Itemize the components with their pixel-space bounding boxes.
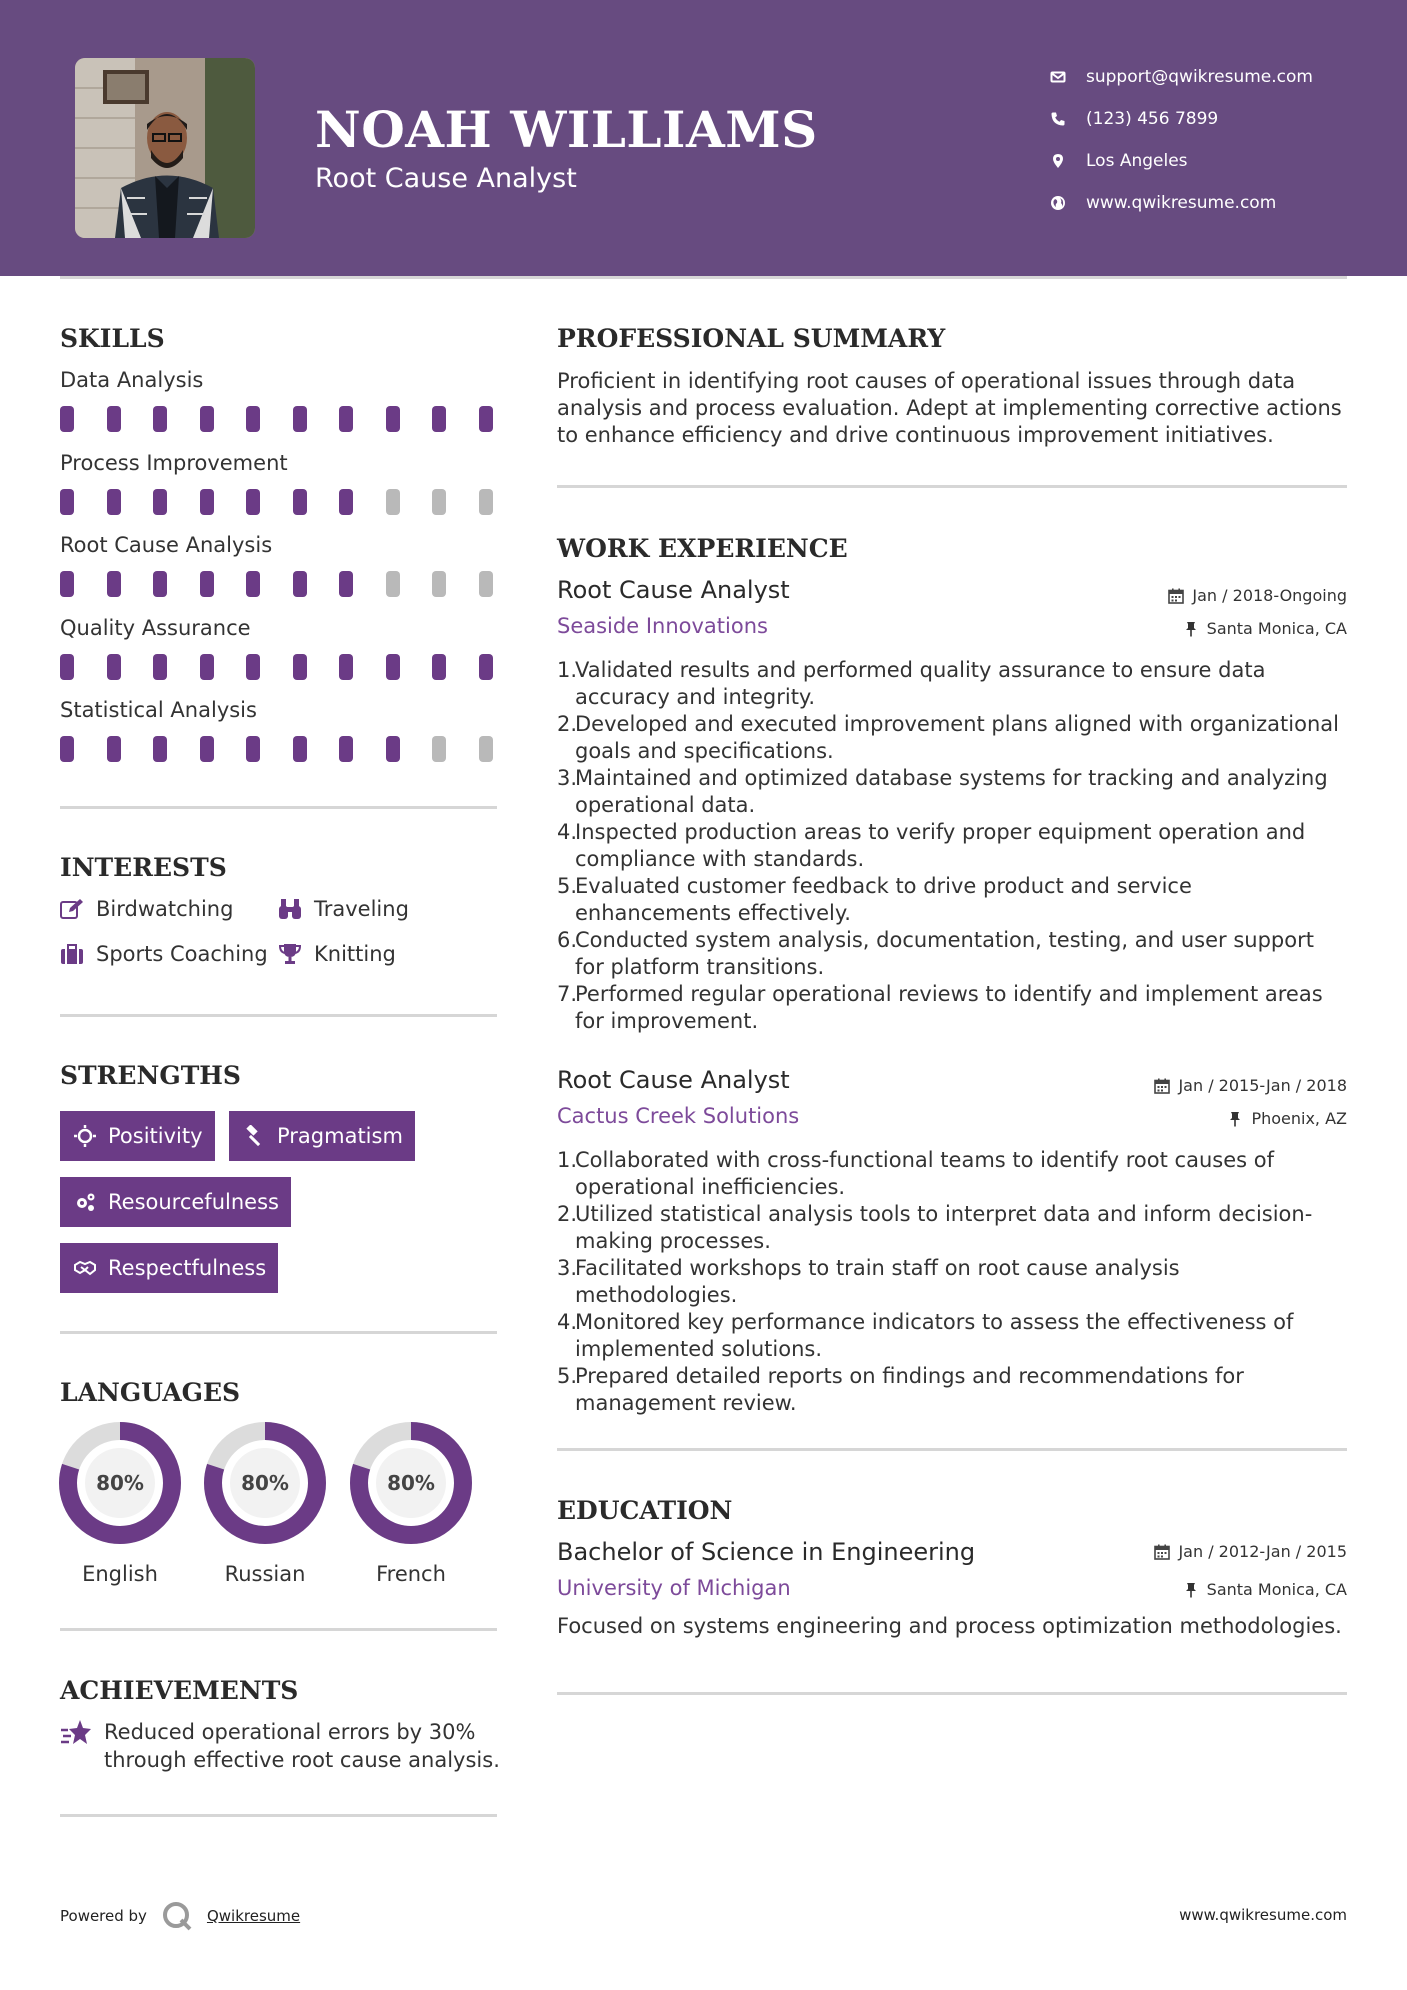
gavel-icon (243, 1125, 265, 1147)
skill-rating (60, 406, 525, 432)
job-location (1227, 1109, 1347, 1128)
language-item (59, 1422, 181, 1586)
pushpin-icon (1183, 1582, 1199, 1598)
interest-item (278, 942, 396, 966)
edit-icon (60, 898, 96, 920)
header-divider (60, 276, 1347, 279)
bullet-number: 3. (557, 766, 578, 790)
skill-dot-filled (339, 736, 353, 762)
achievement-text: Reduced operational errors by 30% through effective root cause analysis. (104, 1720, 500, 1772)
languages-heading: LANGUAGES (60, 1378, 241, 1407)
skill-dot-filled (339, 654, 353, 680)
bullet-text: Facilitated workshops to train staff on root cause analysis methodologies. (575, 1256, 1180, 1307)
skill-dot-filled (386, 736, 400, 762)
bullet-number: 1. (557, 658, 578, 682)
strength-chip (229, 1111, 415, 1161)
contact-email-text: support@qwikresume.com (1086, 67, 1313, 87)
education-divider (557, 1692, 1347, 1695)
achievements-divider (60, 1814, 497, 1817)
job-location (1183, 619, 1347, 638)
skill-dot-filled (386, 654, 400, 680)
bullet-text: Monitored key performance indicators to assess the effectiveness of implemented solutions. (575, 1310, 1294, 1361)
skill-dot-filled (153, 406, 167, 432)
skill-dot-filled (60, 736, 74, 762)
job-bullets (557, 1147, 1347, 1417)
job-bullet (557, 765, 1347, 819)
job-bullet (557, 981, 1347, 1035)
job-bullet (557, 657, 1347, 711)
skill-dot-filled (246, 571, 260, 597)
job-bullet (557, 927, 1347, 981)
summary-divider (557, 485, 1347, 488)
contact-phone-text: (123) 456 7899 (1086, 109, 1219, 129)
skills-heading: SKILLS (60, 324, 165, 353)
bullet-text: Conducted system analysis, documentation, testing, and user support for platform transitions. (575, 928, 1314, 979)
cogs-icon (74, 1191, 96, 1213)
interest-label: Birdwatching (96, 897, 234, 921)
bullet-number: 3. (557, 1256, 578, 1280)
job-location-text: Santa Monica, CA (1206, 619, 1347, 638)
skill-dot-filled (339, 571, 353, 597)
contact-phone[interactable] (1050, 98, 1313, 140)
skill-rating (60, 489, 525, 515)
job-bullet (557, 873, 1347, 927)
languages-divider (60, 1628, 497, 1631)
resume-header (0, 0, 1407, 276)
calendar-icon (1154, 1078, 1170, 1094)
skill-dot-filled (479, 406, 493, 432)
skill-dot-empty (479, 489, 493, 515)
skill-rating (60, 571, 525, 597)
skill-dot-filled (60, 654, 74, 680)
skill-dot-empty (386, 489, 400, 515)
education-school: University of Michigan (557, 1576, 791, 1600)
language-gauge (204, 1422, 326, 1544)
bullet-number: 5. (557, 1364, 578, 1388)
skill-dot-filled (60, 489, 74, 515)
skill-name: Data Analysis (60, 368, 204, 392)
skill-dot-filled (293, 489, 307, 515)
skill-dot-empty (432, 736, 446, 762)
skill-dot-filled (432, 406, 446, 432)
strength-label: Respectfulness (108, 1256, 267, 1280)
interest-label: Sports Coaching (96, 942, 268, 966)
skill-dot-filled (479, 654, 493, 680)
contact-website[interactable] (1050, 182, 1313, 224)
strength-chip (60, 1111, 215, 1161)
language-percent: 80% (96, 1471, 144, 1495)
bullet-number: 2. (557, 1202, 578, 1226)
skill-dot-filled (293, 406, 307, 432)
pushpin-icon (1183, 621, 1199, 637)
strengths-heading: STRENGTHS (60, 1061, 241, 1090)
skill-dot-filled (107, 736, 121, 762)
footer-website[interactable]: www.qwikresume.com (1179, 1906, 1347, 1924)
job-dates (1168, 586, 1347, 605)
strength-label: Pragmatism (277, 1124, 403, 1148)
skill-dot-filled (107, 406, 121, 432)
job-bullet (557, 1147, 1347, 1201)
skill-dot-filled (432, 654, 446, 680)
skill-dot-filled (200, 406, 214, 432)
language-item (204, 1422, 326, 1586)
language-name: Russian (224, 1562, 306, 1586)
interest-label: Traveling (314, 897, 409, 921)
language-name: French (376, 1562, 446, 1586)
skill-dot-filled (153, 736, 167, 762)
interests-divider (60, 1014, 497, 1017)
strengths-divider (60, 1331, 497, 1334)
star-icon (60, 1718, 92, 1748)
contact-location-text: Los Angeles (1086, 151, 1188, 171)
job-company: Seaside Innovations (557, 614, 768, 638)
education-location-text: Santa Monica, CA (1206, 1580, 1347, 1599)
achievements-heading: ACHIEVEMENTS (60, 1676, 299, 1705)
skill-dot-filled (107, 654, 121, 680)
bullet-text: Maintained and optimized database systems for tracking and analyzing operational data. (575, 766, 1328, 817)
skill-dot-filled (293, 571, 307, 597)
bullet-number: 6. (557, 928, 578, 952)
envelope-icon (1050, 69, 1086, 85)
profile-photo (75, 58, 255, 238)
contact-list (1050, 56, 1313, 224)
bullet-text: Validated results and performed quality assurance to ensure data accuracy and integrity. (575, 658, 1266, 709)
job-company: Cactus Creek Solutions (557, 1104, 800, 1128)
strength-chip (60, 1243, 278, 1293)
education-dates-text: Jan / 2012-Jan / 2015 (1178, 1542, 1347, 1561)
sun-icon (74, 1125, 96, 1147)
skill-dot-empty (432, 571, 446, 597)
skill-name: Process Improvement (60, 450, 288, 475)
candidate-title: Root Cause Analyst (315, 163, 577, 194)
job-bullet (557, 1201, 1347, 1255)
skill-dot-filled (200, 489, 214, 515)
bullet-text: Utilized statistical analysis tools to interpret data and inform decision-making processes. (575, 1202, 1313, 1253)
interest-item (60, 897, 233, 921)
job-bullet (557, 1363, 1347, 1417)
bullet-number: 4. (557, 1310, 578, 1334)
bullet-text: Developed and executed improvement plans aligned with organizational goals and specifications. (575, 712, 1339, 763)
interest-item (60, 942, 268, 966)
powered-by-text: Powered by (60, 1907, 147, 1925)
map-pin-icon (1050, 153, 1086, 169)
contact-email[interactable] (1050, 56, 1313, 98)
binoculars-icon (278, 898, 314, 920)
skill-dot-filled (153, 571, 167, 597)
contact-website-text: www.qwikresume.com (1086, 193, 1277, 213)
language-percent: 80% (387, 1471, 435, 1495)
language-gauge (59, 1422, 181, 1544)
bullet-number: 5. (557, 874, 578, 898)
education-degree: Bachelor of Science in Engineering (557, 1538, 976, 1566)
language-item (350, 1422, 472, 1586)
education-heading: EDUCATION (557, 1496, 733, 1525)
bullet-number: 1. (557, 1148, 578, 1172)
strength-label: Resourcefulness (108, 1190, 279, 1214)
skill-dot-empty (479, 571, 493, 597)
education-dates (1154, 1542, 1347, 1561)
experience-heading: WORK EXPERIENCE (557, 534, 848, 563)
language-percent: 80% (241, 1471, 289, 1495)
job-bullet (557, 1309, 1347, 1363)
skill-dot-filled (153, 489, 167, 515)
job-bullet (557, 1255, 1347, 1309)
strength-label: Positivity (108, 1124, 203, 1148)
interests-heading: INTERESTS (60, 853, 227, 882)
skill-dot-filled (200, 654, 214, 680)
skill-rating (60, 736, 525, 762)
globe-icon (1050, 195, 1086, 211)
job-bullets (557, 657, 1347, 1035)
achievement-item (60, 1718, 504, 1774)
language-gauge (350, 1422, 472, 1544)
skill-dot-filled (107, 571, 121, 597)
skill-dot-filled (293, 654, 307, 680)
bullet-number: 4. (557, 820, 578, 844)
calendar-icon (1154, 1544, 1170, 1560)
skill-dot-filled (60, 406, 74, 432)
skill-dot-filled (386, 406, 400, 432)
phone-icon (1050, 111, 1086, 127)
strength-chip (60, 1177, 291, 1227)
skills-divider (60, 806, 497, 809)
calendar-icon (1168, 588, 1184, 604)
candidate-name: NOAH WILLIAMS (315, 100, 818, 159)
skill-dot-empty (386, 571, 400, 597)
footer-powered-by (60, 1900, 300, 1932)
skill-dot-filled (200, 571, 214, 597)
summary-heading: PROFESSIONAL SUMMARY (557, 324, 946, 353)
skill-name: Root Cause Analysis (60, 533, 273, 557)
skill-dot-empty (432, 489, 446, 515)
skill-dot-filled (246, 489, 260, 515)
skill-dot-filled (246, 736, 260, 762)
qwikresume-link[interactable]: Qwikresume (206, 1907, 301, 1925)
skill-dot-filled (60, 571, 74, 597)
bullet-number: 2. (557, 712, 578, 736)
pushpin-icon (1227, 1111, 1243, 1127)
education-text: Focused on systems engineering and process optimization methodologies. (557, 1614, 1342, 1638)
skill-dot-empty (479, 736, 493, 762)
education-location (1183, 1580, 1347, 1599)
skill-dot-filled (107, 489, 121, 515)
skill-dot-filled (339, 406, 353, 432)
bullet-text: Performed regular operational reviews to identify and implement areas for improvement. (575, 982, 1323, 1033)
bullet-text: Evaluated customer feedback to drive product and service enhancements effectively. (575, 874, 1192, 925)
job-bullet (557, 819, 1347, 873)
skill-dot-filled (200, 736, 214, 762)
interest-label: Knitting (314, 942, 396, 966)
bullet-number: 7. (557, 982, 578, 1006)
job-bullet (557, 711, 1347, 765)
summary-text: Proficient in identifying root causes of operational issues through data analysis and process evaluation. Adept at implementing corrective actions to enhance efficiency and drive continuous improvement initiatives. (557, 369, 1342, 447)
job-role: Root Cause Analyst (557, 1066, 790, 1094)
contact-location (1050, 140, 1313, 182)
skill-dot-filled (153, 654, 167, 680)
skill-rating (60, 654, 525, 680)
interest-item (278, 897, 409, 921)
bullet-text: Prepared detailed reports on findings and recommendations for management review. (575, 1364, 1244, 1415)
skill-dot-filled (293, 736, 307, 762)
bullet-text: Collaborated with cross-functional teams to identify root causes of operational inefficiencies. (575, 1148, 1274, 1199)
experience-divider (557, 1448, 1347, 1451)
skill-dot-filled (246, 654, 260, 680)
job-dates (1154, 1076, 1347, 1095)
job-dates-text: Jan / 2015-Jan / 2018 (1178, 1076, 1347, 1095)
trophy-icon (278, 943, 314, 965)
briefcase-icon (60, 943, 96, 965)
bullet-text: Inspected production areas to verify proper equipment operation and compliance with standards. (575, 820, 1306, 871)
skill-name: Quality Assurance (60, 615, 251, 640)
skill-name: Statistical Analysis (60, 698, 257, 722)
job-location-text: Phoenix, AZ (1251, 1109, 1347, 1128)
qwikresume-logo-icon (161, 1900, 193, 1932)
skill-dot-filled (339, 489, 353, 515)
job-role: Root Cause Analyst (557, 576, 790, 604)
job-dates-text: Jan / 2018-Ongoing (1192, 586, 1347, 605)
language-name: English (82, 1562, 158, 1586)
handshake-icon (74, 1257, 96, 1279)
skill-dot-filled (246, 406, 260, 432)
